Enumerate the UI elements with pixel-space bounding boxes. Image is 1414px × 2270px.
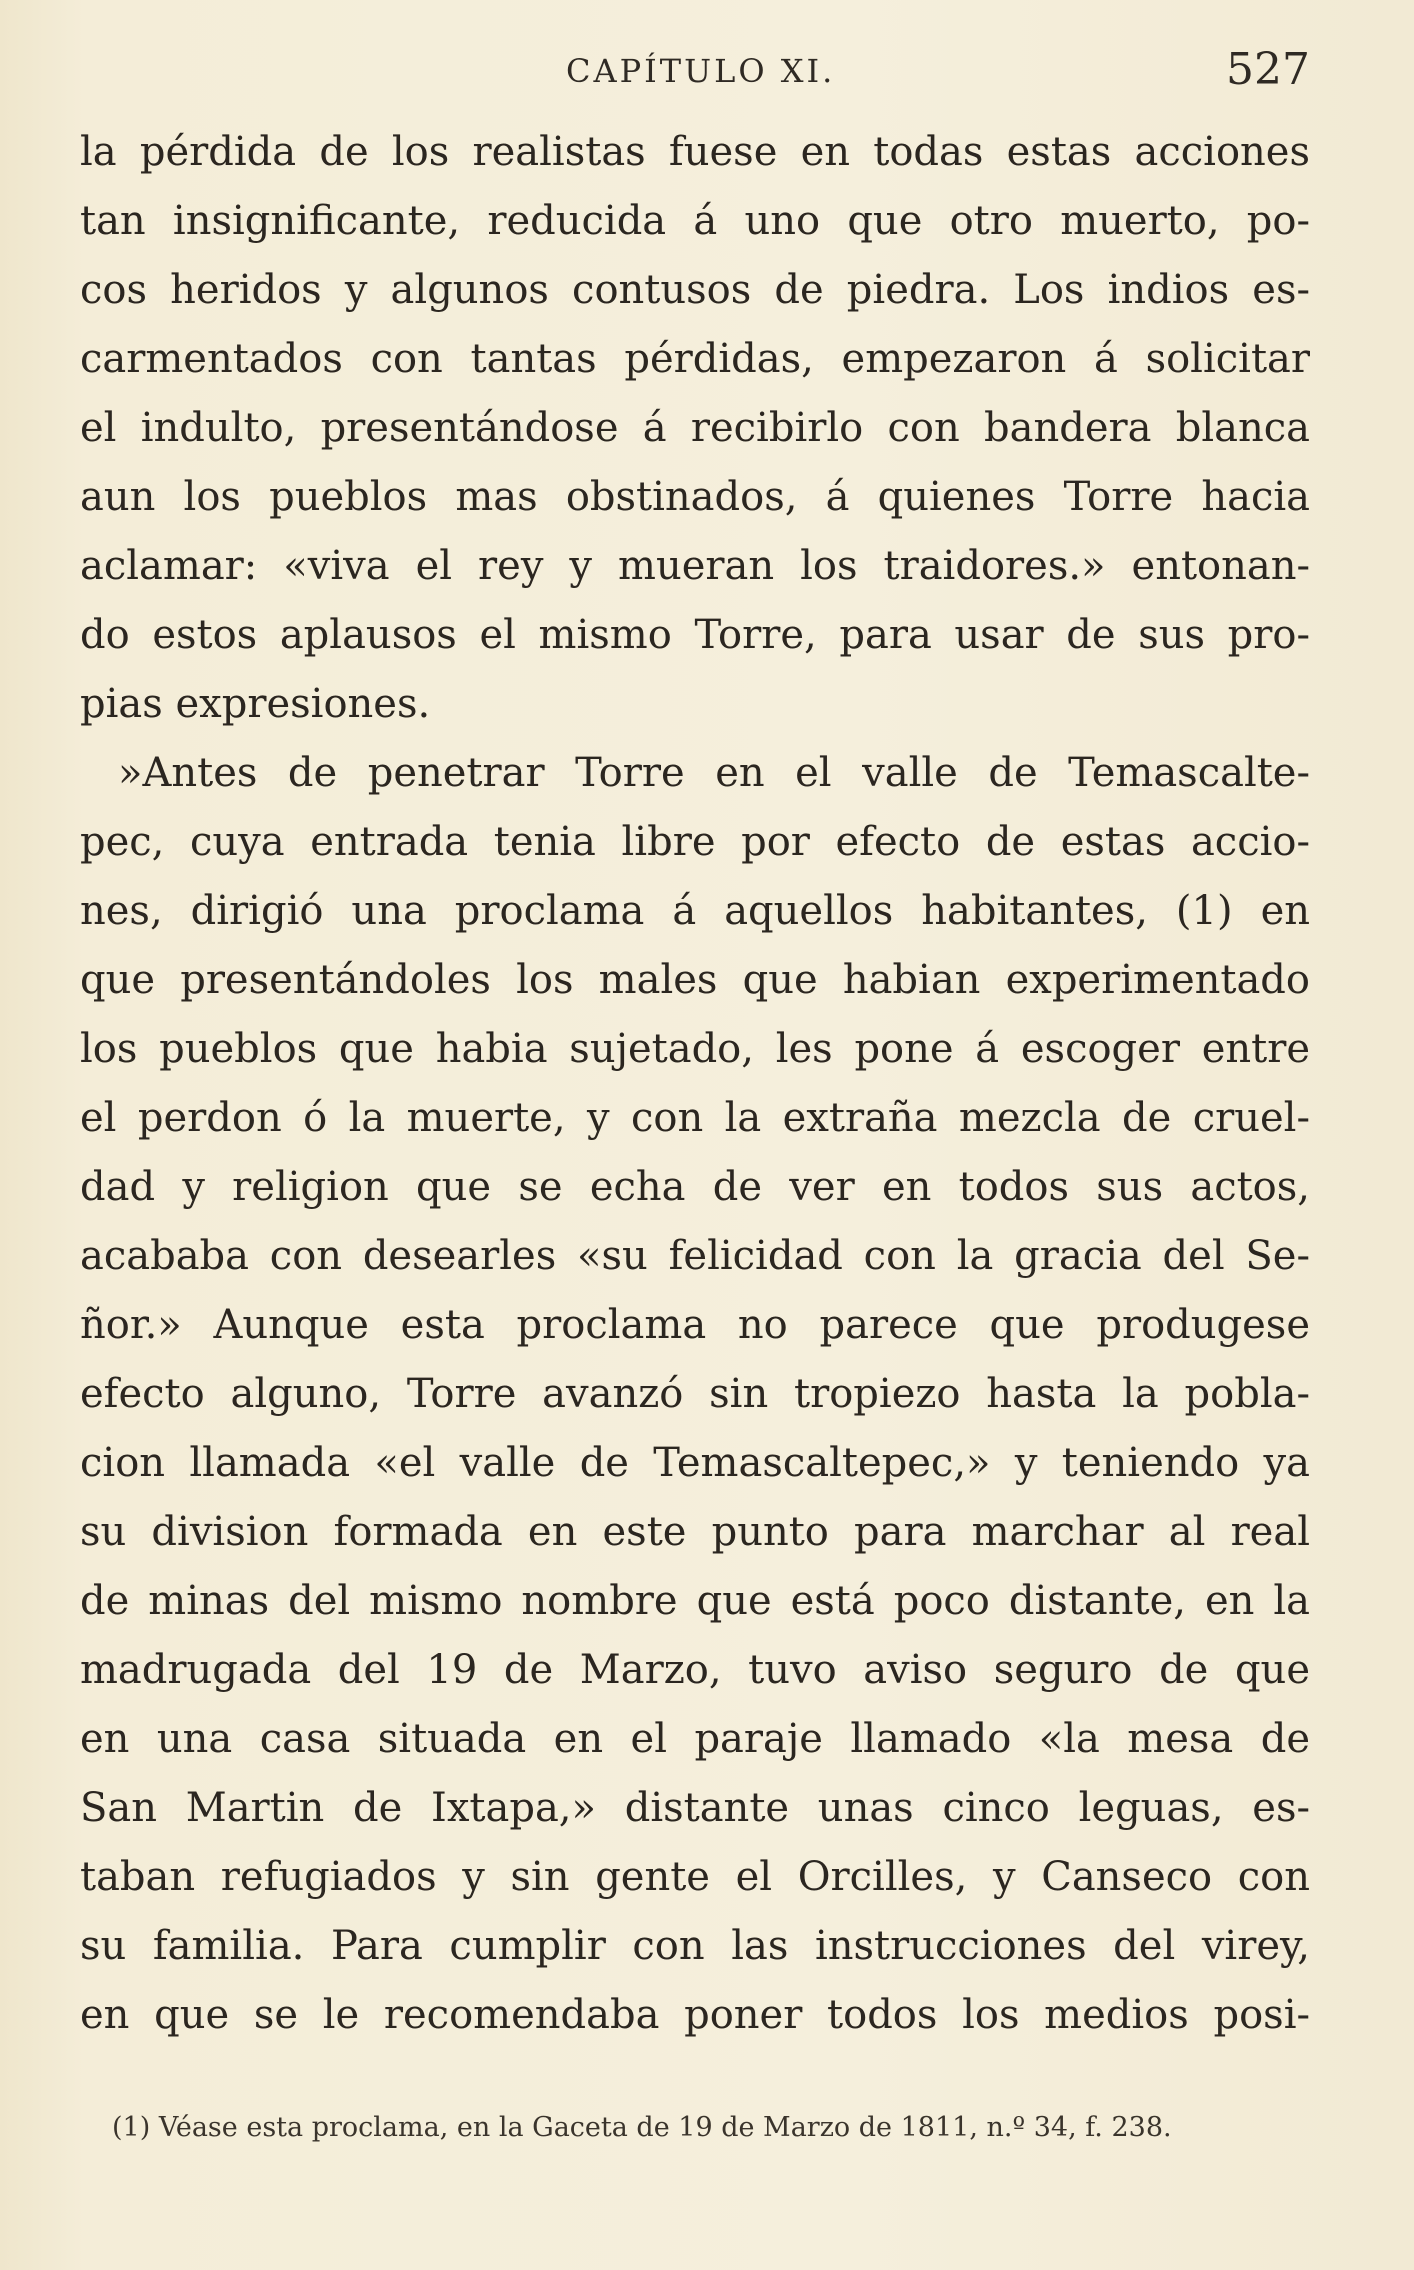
- text-line: nes, dirigió una proclama á aquellos habitantes, (1) en: [80, 888, 1310, 934]
- paragraph-start-line: »Antes de penetrar Torre en el valle de Temascalte-: [118, 750, 1310, 796]
- text-line: el indulto, presentándose á recibirlo con bandera blanca: [80, 405, 1310, 451]
- text-line: aun los pueblos mas obstinados, á quienes Torre hacia: [80, 474, 1310, 520]
- text-line: taban refugiados y sin gente el Orcilles, y Canseco con: [80, 1854, 1310, 1900]
- text-line: tan insignificante, reducida á uno que otro muerto, po-: [80, 198, 1310, 244]
- text-line: dad y religion que se echa de ver en todos sus actos,: [80, 1164, 1310, 1210]
- text-line: do estos aplausos el mismo Torre, para usar de sus pro-: [80, 612, 1310, 658]
- chapter-heading: CAPÍTULO XI.: [566, 52, 836, 90]
- text-line: el perdon ó la muerte, y con la extraña mezcla de cruel-: [80, 1095, 1310, 1141]
- text-line: aclamar: «viva el rey y mueran los traidores.» entonan-: [80, 543, 1310, 589]
- text-line: que presentándoles los males que habian experimentado: [80, 957, 1310, 1003]
- paragraph-end-line: pias expresiones.: [80, 681, 431, 727]
- text-line: en que se le recomendaba poner todos los medios posi-: [80, 1992, 1310, 2038]
- text-line: acababa con desearles «su felicidad con la gracia del Se-: [80, 1233, 1310, 1279]
- text-line: carmentados con tantas pérdidas, empezaron á solicitar: [80, 336, 1310, 382]
- text-line: cion llamada «el valle de Temascaltepec,» y teniendo ya: [80, 1440, 1310, 1486]
- text-line: ñor.» Aunque esta proclama no parece que produgese: [80, 1302, 1310, 1348]
- text-line: efecto alguno, Torre avanzó sin tropiezo hasta la pobla-: [80, 1371, 1310, 1417]
- text-line: San Martin de Ixtapa,» distante unas cinco leguas, es-: [80, 1785, 1310, 1831]
- text-line: su familia. Para cumplir con las instrucciones del virey,: [80, 1923, 1310, 1969]
- text-line: en una casa situada en el paraje llamado «la mesa de: [80, 1716, 1310, 1762]
- text-line: los pueblos que habia sujetado, les pone á escoger entre: [80, 1026, 1310, 1072]
- footnote: (1) Véase esta proclama, en la Gaceta de 19 de Marzo de 1811, n.º 34, f. 238.: [112, 2112, 1172, 2143]
- body-text: [80, 118, 1310, 2050]
- text-line: madrugada del 19 de Marzo, tuvo aviso seguro de que: [80, 1647, 1310, 1693]
- text-line: de minas del mismo nombre que está poco distante, en la: [80, 1578, 1310, 1624]
- text-line: pec, cuya entrada tenia libre por efecto de estas accio-: [80, 819, 1310, 865]
- running-head: [0, 44, 1414, 104]
- text-line: la pérdida de los realistas fuese en todas estas acciones: [80, 129, 1310, 175]
- text-line: su division formada en este punto para marchar al real: [80, 1509, 1310, 1555]
- page-number: 527: [1226, 44, 1310, 95]
- text-line: cos heridos y algunos contusos de piedra. Los indios es-: [80, 267, 1310, 313]
